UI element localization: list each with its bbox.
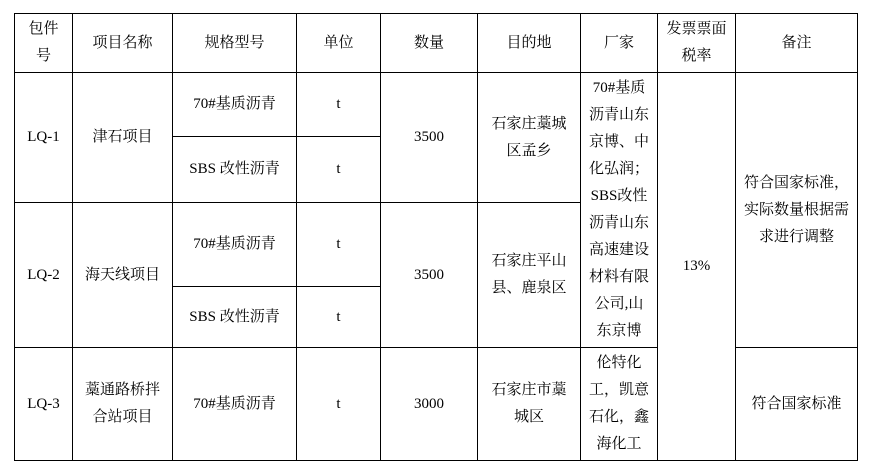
spec-cell: 70#基质沥青 xyxy=(173,348,297,461)
project-name-cell: 津石项目 xyxy=(73,73,173,203)
quantity-cell: 3500 xyxy=(381,203,478,348)
project-name-cell: 藁通路桥拌合站项目 xyxy=(73,348,173,461)
unit-cell: t xyxy=(297,203,381,287)
package-id-cell: LQ-1 xyxy=(15,73,73,203)
spec-cell: SBS 改性沥青 xyxy=(173,137,297,203)
header-remark: 备注 xyxy=(736,14,858,73)
package-id-cell: LQ-3 xyxy=(15,348,73,461)
header-unit: 单位 xyxy=(297,14,381,73)
procurement-table xyxy=(14,13,858,461)
remark-cell-lq3: 符合国家标准 xyxy=(736,348,858,461)
spec-cell: SBS 改性沥青 xyxy=(173,287,297,348)
unit-cell: t xyxy=(297,137,381,203)
table-row-lq1-spec1 xyxy=(15,73,858,137)
remark-cell-lq1-lq2: 符合国家标准，实际数量根据需求进行调整 xyxy=(736,73,858,348)
spec-cell: 70#基质沥青 xyxy=(173,73,297,137)
tax-rate-cell: 13% xyxy=(658,73,736,461)
header-project-name: 项目名称 xyxy=(73,14,173,73)
package-id-cell: LQ-2 xyxy=(15,203,73,348)
header-row xyxy=(15,14,858,73)
quantity-cell: 3000 xyxy=(381,348,478,461)
unit-cell: t xyxy=(297,73,381,137)
manufacturer-cell-lq1-lq2: 70#基质沥青山东京博、中化弘润；SBS改性沥青山东高速建设材料有限公司,山东京博 xyxy=(581,73,658,348)
header-spec-model: 规格型号 xyxy=(173,14,297,73)
header-destination: 目的地 xyxy=(478,14,581,73)
quantity-cell: 3500 xyxy=(381,73,478,203)
header-package-no: 包件号 xyxy=(15,14,73,73)
manufacturer-cell-lq3: 伦特化工，凯意石化，鑫海化工 xyxy=(581,348,658,461)
spec-cell: 70#基质沥青 xyxy=(173,203,297,287)
header-invoice-tax-rate: 发票票面税率 xyxy=(658,14,736,73)
unit-cell: t xyxy=(297,287,381,348)
destination-cell: 石家庄藁城区孟乡 xyxy=(478,73,581,203)
project-name-cell: 海天线项目 xyxy=(73,203,173,348)
destination-cell: 石家庄市藁城区 xyxy=(478,348,581,461)
destination-cell: 石家庄平山县、鹿泉区 xyxy=(478,203,581,348)
header-quantity: 数量 xyxy=(381,14,478,73)
header-manufacturer: 厂家 xyxy=(581,14,658,73)
unit-cell: t xyxy=(297,348,381,461)
